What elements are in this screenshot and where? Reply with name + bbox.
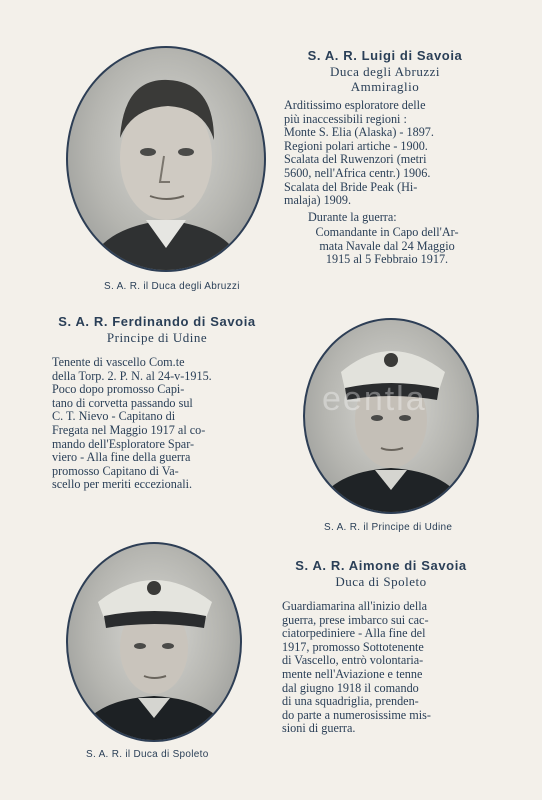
bio-line: Fregata nel Maggio 1917 al co- [52, 422, 206, 437]
portrait-duca-spoleto [66, 542, 242, 742]
watermark: eentla [322, 380, 427, 418]
bio-line: malaja) 1909. [284, 193, 352, 208]
bio-line: Poco dopo promosso Capi- [52, 382, 185, 397]
bio-line: mando dell'Esploratore Spar- [52, 436, 195, 451]
subtitle-principe: Principe di Udine [106, 330, 208, 345]
bio-line: promosso Capitano di Va- [52, 463, 179, 478]
bio-line: Scalata del Bride Peak (Hi- [284, 179, 418, 194]
war-line: 1915 al 5 Febbraio 1917. [325, 252, 449, 267]
bio-line: guerra, prese imbarco sui cac- [282, 612, 429, 627]
bio-line: Monte S. Elia (Alaska) - 1897. [284, 125, 434, 140]
bio-line: mente nell'Aviazione e tenne [282, 666, 423, 681]
bio-line: 1917, promosso Sottotenente [282, 639, 424, 654]
bio-line: Regioni polari artiche - 1900. [284, 138, 428, 153]
portrait-caption: S. A. R. il Principe di Udine [324, 522, 453, 533]
war-abruzzi [284, 226, 490, 267]
war-line: mata Navale dal 24 Maggio [319, 238, 455, 253]
bio-line: scello per meriti eccezionali. [52, 477, 193, 492]
bio-line: dal giugno 1918 il comando [282, 680, 419, 695]
bio-line: della Torp. 2. P. N. al 24-v-1915. [52, 368, 212, 383]
bio-line: Tenente di vascello Com.te [52, 355, 185, 369]
subtitle-spoleto: Duca di Spoleto [335, 574, 427, 589]
bio-line: ciatorpediniere - Alla fine del [282, 626, 426, 641]
bio-line: C. T. Nievo - Capitano di [52, 409, 176, 424]
bio-line: 5600, nell'Africa centr.) 1906. [284, 165, 431, 180]
subtitle-rank: Ammiraglio [350, 79, 420, 94]
war-line: Comandante in Capo dell'Ar- [315, 225, 459, 239]
bio-line: Arditissimo esploratore delle [284, 98, 426, 112]
bio-line: sioni di guerra. [282, 721, 356, 736]
bio-line: Scalata del Ruwenzori (metri [284, 152, 427, 167]
portrait-caption: S. A. R. il Duca degli Abruzzi [104, 281, 240, 292]
portrait-illustration [68, 544, 240, 740]
portrait-caption: S. A. R. il Duca di Spoleto [86, 749, 209, 760]
bio-udine [52, 356, 212, 492]
bio-line: viero - Alla fine della guerra [52, 450, 191, 465]
heading-ferdinando: S. A. R. Ferdinando di Savoia [58, 314, 256, 329]
bio-line: di una squadriglia, prenden- [282, 694, 419, 709]
bio-line: più inaccessibili regioni : [284, 111, 407, 126]
bio-line: Guardiamarina all'inizio della [282, 599, 428, 613]
bio-line: tano di corvetta passando sul [52, 395, 193, 410]
heading-aimone: S. A. R. Aimone di Savoia [295, 558, 467, 573]
bio-line: di Vascello, entrò volontaria- [282, 653, 424, 668]
portrait-illustration [68, 48, 264, 270]
portrait-duca-abruzzi [66, 46, 266, 272]
subtitle-duca: Duca degli Abruzzi [329, 64, 441, 79]
heading-luigi: S. A. R. Luigi di Savoia [307, 48, 463, 63]
war-heading: Durante la guerra: [308, 210, 397, 224]
bio-line: do parte a numerosissime mis- [282, 707, 431, 722]
bio-abruzzi [284, 99, 434, 208]
bio-spoleto [282, 600, 431, 736]
